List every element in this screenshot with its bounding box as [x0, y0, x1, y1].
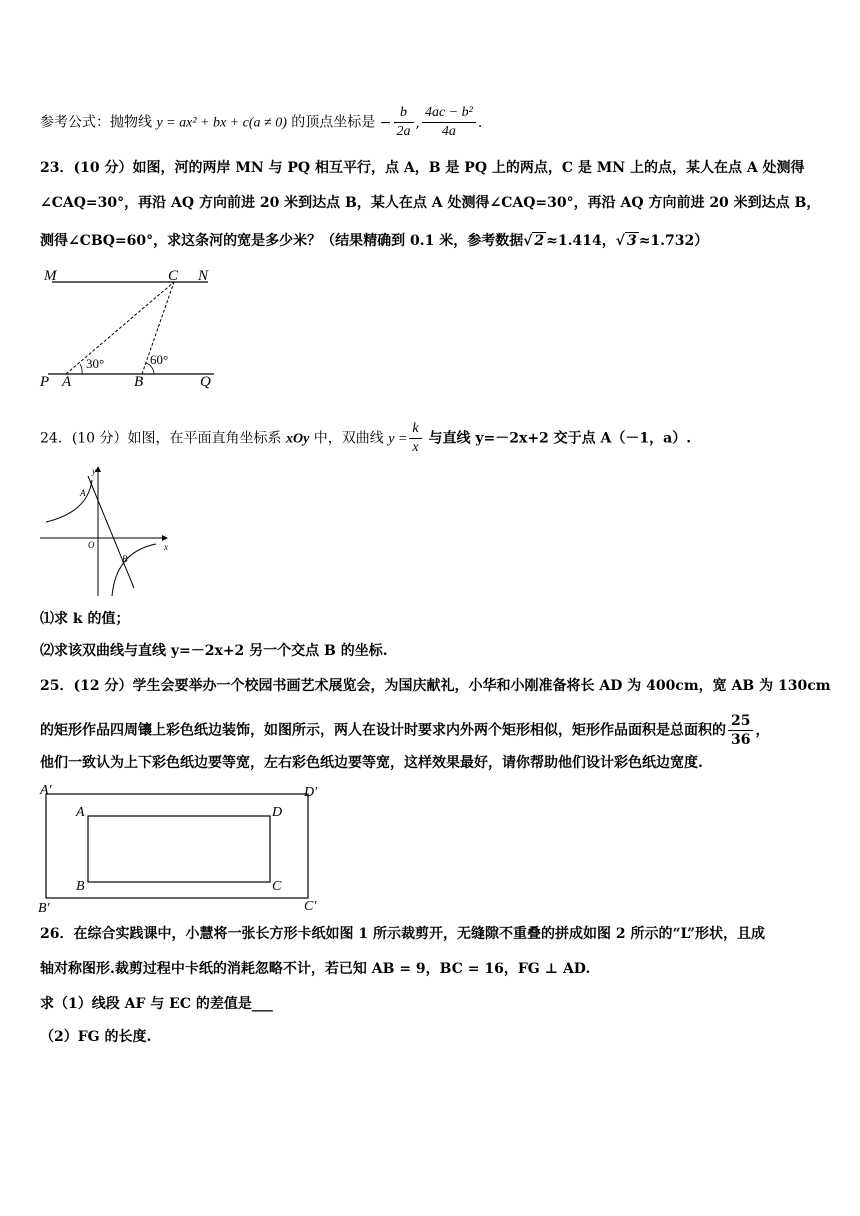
q26-line-2: 轴对称图形.裁剪过程中卡纸的消耗忽略不计，若已知 AB = 9，BC = 16，FG ⊥ AD.	[40, 961, 591, 977]
formula-prefix: 参考公式：抛物线	[40, 114, 157, 131]
label-p: P	[40, 374, 50, 390]
q24-part-2: ⑵求该双曲线与直线 y=－2x+2 另一个交点 B 的坐标.	[40, 643, 388, 659]
sqrt-3: √ 3	[615, 233, 637, 249]
hyperbola-branch-left	[46, 480, 92, 522]
label-angle-30: 30°	[86, 356, 105, 371]
label-a: A	[62, 374, 72, 390]
label-b: B	[76, 879, 85, 894]
label-o: O	[88, 540, 95, 550]
reference-formula	[40, 104, 482, 141]
q26-line-1: 26．在综合实践课中，小慧将一张长方形卡纸如图 1 所示裁剪开，无缝隙不重叠的拼成如图 2 所示的“L”形状，且成	[40, 926, 766, 942]
label-b: B	[134, 374, 144, 390]
label-point-b: B	[122, 554, 128, 564]
label-c-prime: C′	[304, 899, 317, 914]
q26-line-3: 求（1）线段 AF 与 EC 的差值是___	[40, 996, 273, 1012]
sqrt-2: √ 2	[523, 233, 545, 249]
fraction-25-36: $\frac{25}{36}$	[728, 712, 753, 749]
label-d: D	[272, 805, 283, 820]
label-a: A	[76, 805, 85, 820]
label-b-prime: B′	[38, 901, 50, 916]
q23-line-1: 23．(10 分）如图，河的两岸 MN 与 PQ 相互平行，点 A，B 是 PQ 上的两点，C 是 MN 上的点，某人在点 A 处测得	[40, 160, 805, 176]
fraction-k-x: $\frac{k}{x}$	[409, 420, 421, 457]
q25-line-3: 他们一致认为上下彩色纸边要等宽，左右彩色纸边要等宽，这样效果最好，请你帮助他们设计彩色纸边宽度.	[40, 755, 703, 771]
angle-arc-a	[80, 364, 82, 374]
label-c: C	[272, 879, 282, 894]
fraction-4ac-b2-4a: $\frac{\text{4ac − b²}}{4a}$	[422, 104, 476, 141]
q23-river-figure	[36, 262, 226, 392]
label-a-prime: A′	[40, 783, 52, 798]
label-q: Q	[200, 374, 211, 390]
fraction-b-2a: $\frac{b}{2a}$	[394, 104, 414, 141]
q23-line-2: ∠CAQ=30°，再沿 AQ 方向前进 20 米到达点 B，某人在点 A 处测得∠CAQ=30°，再沿 AQ 方向前进 20 米到达点 B，	[40, 195, 821, 211]
q25-line-1: 25．(12 分）学生会要举办一个校园书画艺术展览会，为国庆献礼，小华和小刚准备将长 AD 为 400cm，宽 AB 为 130cm	[40, 678, 831, 694]
q25-line-2: 的矩形作品四周镶上彩色纸边装饰，如图所示，两人在设计时要求内外两个矩形相似，矩形作品面积是总面积的 $\frac{25}{36}$ ，	[40, 713, 770, 748]
vertex-coordinates: − $\frac{b}{2a}$ , $\frac{\text{4ac − b²}}{4a}$ .	[379, 105, 483, 139]
q24-coordinate-figure	[36, 462, 176, 600]
label-c: C	[168, 268, 179, 284]
inner-rectangle	[88, 816, 270, 882]
formula-mid: 的顶点坐标是	[286, 114, 380, 131]
label-y: y	[92, 466, 96, 476]
label-x: x	[164, 542, 168, 552]
label-m: M	[44, 268, 57, 284]
label-d-prime: D′	[304, 785, 318, 800]
q24-part-1: ⑴求 k 的值；	[40, 611, 130, 627]
q26-line-4: （2）FG 的长度.	[40, 1029, 152, 1045]
q24-line-1: 24．(10 分）如图，在平面直角坐标系 xOy 中，双曲线 y = $\frac{k}{x}$ 与直线 y=－2x+2 交于点 A（－1，a）.	[40, 421, 692, 455]
label-point-a: A	[80, 488, 86, 498]
q23-line-3: 测得∠CBQ=60°，求这条河的宽是多少米？（结果精确到 0.1 米，参考数据√ 2 ≈1.414，√ 3 ≈1.732）	[40, 233, 709, 249]
label-n: N	[198, 268, 209, 284]
x-axis-arrow-icon	[162, 535, 168, 541]
formula-expression: y = ax² + bx + c(a ≠ 0)	[156, 115, 287, 131]
q25-rectangle-figure	[36, 780, 326, 916]
line-y-eq-minus2x-plus2	[88, 476, 134, 588]
label-angle-60: 60°	[150, 352, 169, 367]
